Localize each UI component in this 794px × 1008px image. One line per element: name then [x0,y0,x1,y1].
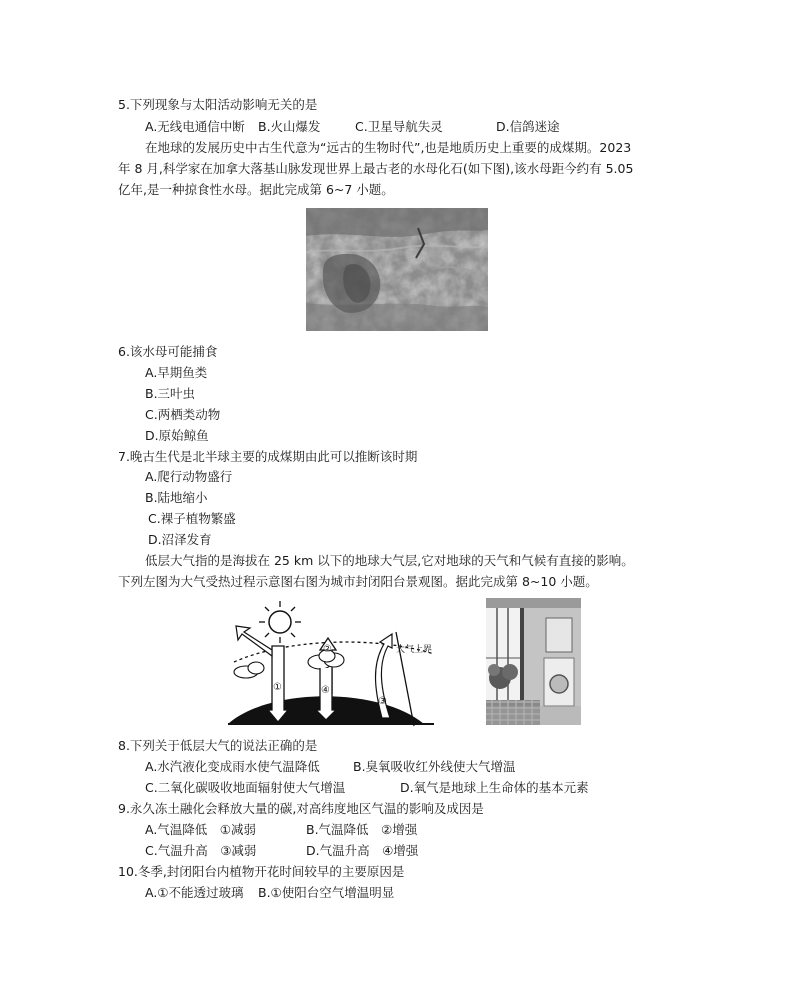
passage-1-line-3: 亿年,是一种掠食性水母。据此完成第 6~7 小题。 [118,182,394,197]
passage-2-line-1: 低层大气指的是海拔在 25 km 以下的地球大气层,它对地球的天气和气候有直接的影响。 [145,553,634,568]
question-8-stem: 8.下列关于低层大气的说法正确的是 [118,738,318,753]
arrow-label-1: ① [273,682,282,693]
arrow-label-3: ③ [378,696,387,707]
question-6-stem: 6.该水母可能捕食 [118,344,218,359]
question-10-stem: 10.冬季,封闭阳台内植物开花时间较早的主要原因是 [118,864,405,879]
question-9-option-b: B.气温降低 ②增强 [306,822,418,837]
question-6-option-a: A.早期鱼类 [145,365,208,380]
question-7-option-c: C.裸子植物繁盛 [148,511,236,526]
question-6-option-c: C.两栖类动物 [145,407,221,422]
arrow-label-4: ④ [321,685,330,696]
question-8-option-b: B.臭氧吸收红外线使大气增温 [353,759,516,774]
enclosed-balcony-photo [486,598,581,725]
question-7-option-d: D.沼泽发育 [148,532,212,547]
passage-1-line-1: 在地球的发展历史中古生代意为“远古的生物时代”,也是地质历史上重要的成煤期。2023 [145,140,632,155]
question-7-option-a: A.爬行动物盛行 [145,469,233,484]
sun-icon [259,601,301,643]
jellyfish-fossil-photo [306,208,488,331]
question-5-option-b: B.火山爆发 [258,119,321,134]
question-6-option-d: D.原始鲸鱼 [145,428,209,443]
question-10-option-b: B.①使阳台空气增温明显 [258,885,395,900]
question-9-option-d: D.气温升高 ④增强 [306,843,419,858]
question-8-option-d: D.氧气是地球上生命体的基本元素 [400,780,589,795]
question-9-option-a: A.气温降低 ①减弱 [145,822,257,837]
passage-1-line-2: 年 8 月,科学家在加拿大落基山脉发现世界上最古老的水母化石(如下图),该水母距今约有 5.05 [118,161,634,176]
reflection-arrow [236,626,272,656]
question-8-option-c: C.二氧化碳吸收地面辐射使大气增温 [145,780,346,795]
question-10-option-a: A.①不能透过玻璃 [145,885,244,900]
question-5-stem: 5.下列现象与太阳活动影响无关的是 [118,97,318,112]
question-5-option-c: C.卫星导航失灵 [355,119,443,134]
question-6-option-b: B.三叶虫 [145,386,196,401]
question-8-option-a: A.水汽液化变成雨水使气温降低 [145,759,320,774]
arrow-label-2: ② [323,644,332,655]
question-5-option-d: D.信鸽迷途 [496,119,560,134]
washing-machine-door-icon [550,675,568,693]
question-9-option-c: C.气温升高 ③减弱 [145,843,257,858]
atmosphere-boundary-label: 大气上界 [396,645,433,655]
cloud-left-icon [234,662,264,678]
question-7-option-b: B.陆地缩小 [145,490,208,505]
question-5-option-a: A.无线电通信中断 [145,119,245,134]
question-9-stem: 9.永久冻土融化会释放大量的碳,对高纬度地区气温的影响及成因是 [118,801,484,816]
atmosphere-heating-diagram [228,598,444,728]
question-7-stem: 7.晚古生代是北半球主要的成煤期由此可以推断该时期 [118,449,418,464]
passage-2-line-2: 下列左图为大气受热过程示意图右图为城市封闭阳台景观图。据此完成第 8~10 小题。 [118,574,598,589]
